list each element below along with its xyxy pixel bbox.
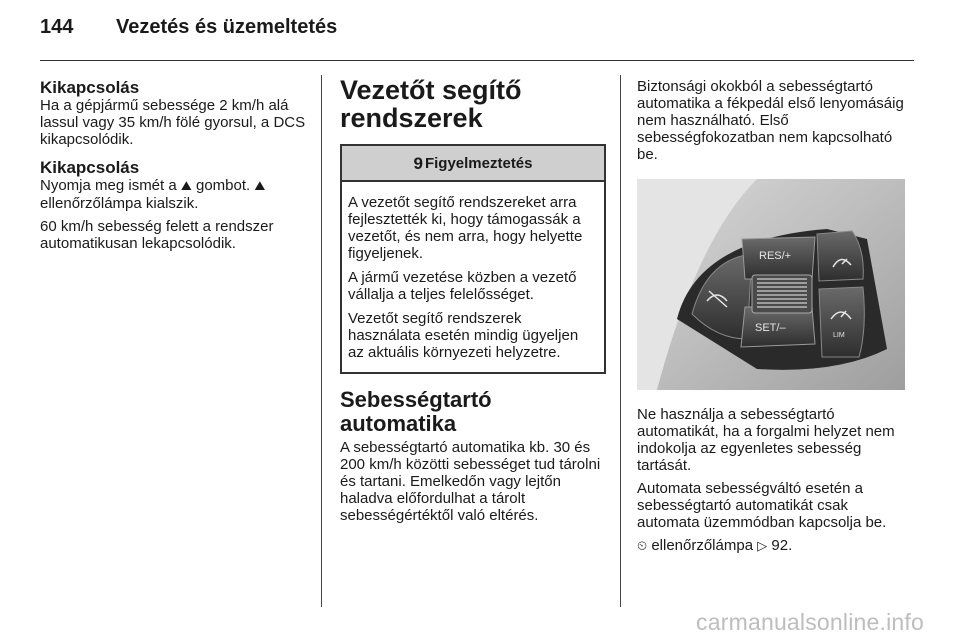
warning-triangle-icon: 9 bbox=[413, 153, 423, 173]
cruise-lamp-icon: ⏲ bbox=[637, 539, 648, 554]
text: gombot. bbox=[195, 177, 251, 194]
paragraph: Ne használja a sebességtartó automatikát, ha a forgalmi helyzet nem indokolja az egyenletes sebesség tartását. bbox=[637, 406, 895, 474]
dcs-icon: ⛰ bbox=[254, 179, 266, 194]
set-label: SET/– bbox=[755, 322, 786, 334]
page-ref[interactable]: 92. bbox=[771, 537, 793, 554]
text: ellenőrzőlámpa bbox=[651, 537, 754, 554]
paragraph: 60 km/h sebesség felett a rendszer automatikusan lekapcsolódik. bbox=[40, 218, 274, 252]
paragraph bbox=[637, 537, 905, 555]
cruise-control-photo bbox=[637, 179, 905, 390]
header-rule bbox=[40, 60, 914, 61]
section-heading: Kikapcsolás bbox=[40, 78, 140, 97]
section-heading: Sebességtartó automatika bbox=[340, 387, 492, 436]
res-label: RES/+ bbox=[759, 250, 792, 262]
middle-column bbox=[340, 76, 606, 530]
left-column bbox=[40, 78, 308, 258]
running-title: Vezetés és üzemeltetés bbox=[116, 16, 338, 38]
warning-paragraph: A vezetőt segítő rendszereket arra fejlesztették ki, hogy támogassák a vezetőt, és nem arra, hogy helyette figyeljenek. bbox=[348, 194, 583, 262]
page-ref-arrow-icon: ▷ bbox=[757, 539, 768, 554]
warning-heading: Figyelmeztetés bbox=[424, 154, 533, 172]
warning-paragraph: Vezetőt segítő rendszerek használata esetén mindig ügyeljen az aktuális környezeti helyzetre. bbox=[348, 310, 579, 361]
column-divider-left bbox=[321, 75, 322, 607]
text: ellenőrzőlámpa kialszik. bbox=[40, 195, 199, 212]
paragraph: Ha a gépjármű sebessége 2 km/h alá lassul vagy 35 km/h fölé gyorsul, a DCS kikapcsolódik. bbox=[40, 97, 306, 148]
warning-body bbox=[342, 182, 604, 372]
paragraph: Automata sebességváltó esetén a sebességtartó automatikát csak automata üzemmódban kapcsolja be. bbox=[637, 480, 887, 531]
column-divider-right bbox=[620, 75, 621, 607]
paragraph: A sebességtartó automatika kb. 30 és 200 km/h közötti sebességet tud tárolni és tartani. Emelkedőn vagy lejtőn haladva előfordulhat a tárolt sebességértéktől való eltérés. bbox=[340, 439, 601, 524]
page-number: 144 bbox=[40, 16, 74, 38]
paragraph bbox=[40, 177, 308, 212]
section-heading: Kikapcsolás bbox=[40, 158, 140, 177]
dcs-icon: ⛰ bbox=[180, 179, 192, 194]
warning-box bbox=[340, 144, 606, 374]
watermark: carmanualsonline.info bbox=[696, 609, 924, 635]
lim-label: LIM bbox=[833, 332, 845, 339]
warning-paragraph: A jármű vezetése közben a vezető vállalja a teljes felelősséget. bbox=[348, 269, 577, 303]
paragraph: Biztonsági okokból a sebességtartó automatika a fékpedál első lenyomásáig nem használható. Első sebességfokozatban nem kapcsolható be. bbox=[637, 78, 904, 163]
right-column bbox=[637, 78, 905, 561]
warning-header bbox=[342, 146, 604, 182]
text: Nyomja meg ismét a bbox=[40, 177, 177, 194]
chapter-heading: Vezetőt segítő rendszerek bbox=[340, 75, 522, 133]
